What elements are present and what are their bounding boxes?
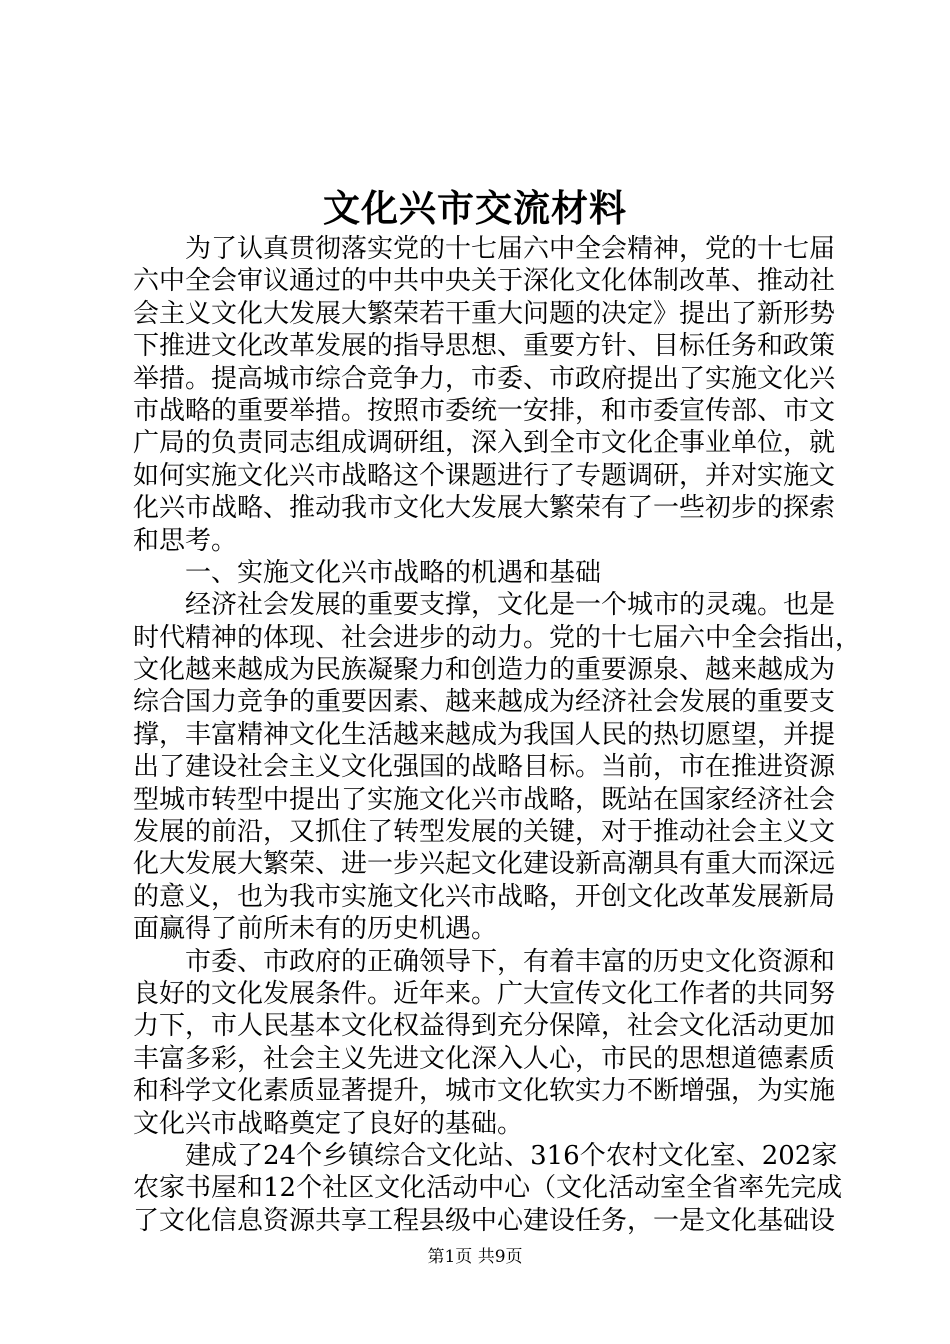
text-line: 的意义，也为我市实施文化兴市战略，开创文化改革发展新局 <box>133 881 836 912</box>
text-line: 发展的前沿，又抓住了转型发展的关键，对于推动社会主义文 <box>133 817 836 848</box>
text-line: 和科学文化素质显著提升，城市文化软实力不断增强，为实施 <box>133 1076 836 1107</box>
text-line: 六中全会审议通过的中共中央关于深化文化体制改革、推动社 <box>133 266 836 297</box>
text-line: 如何实施文化兴市战略这个课题进行了专题调研，并对实施文 <box>133 460 836 491</box>
text-line: 出了建设社会主义文化强国的战略目标。当前，市在推进资源 <box>133 752 836 783</box>
text-line: 综合国力竞争的重要因素、越来越成为经济社会发展的重要支 <box>133 687 836 718</box>
text-line: 会主义文化大发展大繁荣若干重大问题的决定》提出了新形势 <box>133 298 836 329</box>
text-line: 丰富多彩，社会主义先进文化深入人心，市民的思想道德素质 <box>133 1043 836 1074</box>
text-line: 化兴市战略、推动我市文化大发展大繁荣有了一些初步的探索 <box>133 493 836 524</box>
text-line: 良好的文化发展条件。近年来。广大宣传文化工作者的共同努 <box>133 978 836 1009</box>
text-line: 化大发展大繁荣、进一步兴起文化建设新高潮具有重大而深远 <box>133 849 836 880</box>
text-line: 下推进文化改革发展的指导思想、重要方针、目标任务和政策 <box>133 331 836 362</box>
text-line: 市委、市政府的正确领导下，有着丰富的历史文化资源和 <box>185 946 836 977</box>
text-line: 举措。提高城市综合竞争力，市委、市政府提出了实施文化兴 <box>133 363 836 394</box>
text-line: 市战略的重要举措。按照市委统一安排，和市委宣传部、市文 <box>133 395 836 426</box>
text-line: 为了认真贯彻落实党的十七届六中全会精神，党的十七届 <box>185 234 836 264</box>
text-line: 文化越来越成为民族凝聚力和创造力的重要源泉、越来越成为 <box>133 655 836 686</box>
text-line: 面赢得了前所未有的历史机遇。 <box>133 914 498 945</box>
text-line: 力下，市人民基本文化权益得到充分保障，社会文化活动更加 <box>133 1011 836 1042</box>
document-body <box>133 233 862 1237</box>
text-line: 广局的负责同志组成调研组，深入到全市文化企事业单位，就 <box>133 428 836 459</box>
text-line: 型城市转型中提出了实施文化兴市战略，既站在国家经济社会 <box>133 784 836 815</box>
text-line: 经济社会发展的重要支撑，文化是一个城市的灵魂。也是 <box>185 590 836 621</box>
text-line: 建成了24个乡镇综合文化站、316个农村文化室、202家 <box>185 1140 838 1171</box>
text-line: 和思考。 <box>133 525 238 556</box>
text-line: 文化兴市战略奠定了良好的基础。 <box>133 1108 524 1139</box>
document-title: 文化兴市交流材料 <box>323 186 627 230</box>
text-line: 了文化信息资源共享工程县级中心建设任务，一是文化基础设 <box>133 1205 836 1236</box>
text-line: 时代精神的体现、社会进步的动力。党的十七届六中全会指出， <box>133 622 862 653</box>
text-line: 农家书屋和12个社区文化活动中心（文化活动室全省率先完成 <box>133 1173 843 1204</box>
section-heading: 一、实施文化兴市战略的机遇和基础 <box>185 557 602 588</box>
text-line: 撑，丰富精神文化生活越来越成为我国人民的热切愿望，并提 <box>133 719 836 750</box>
page-footer: 第1页 共9页 <box>427 1247 523 1267</box>
